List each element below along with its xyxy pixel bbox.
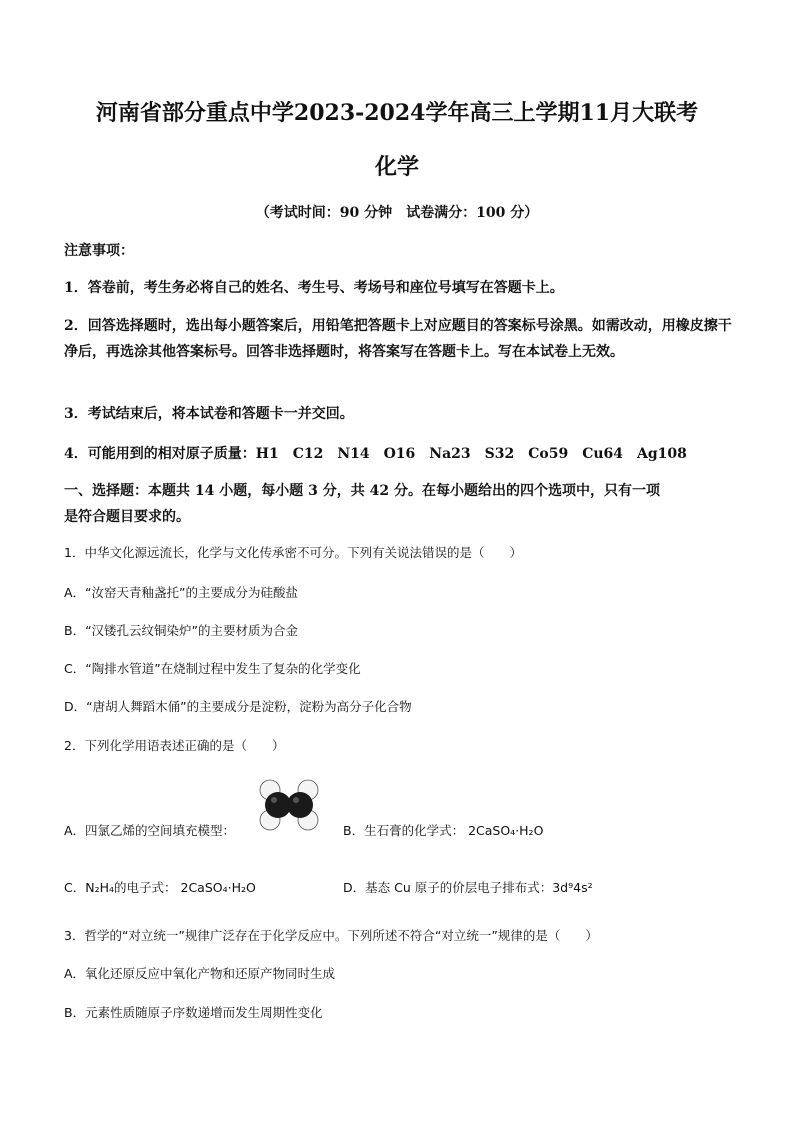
question-2-option-c (64, 878, 256, 896)
question-2-option-a: A．四氯乙烯的空间填充模型： (64, 823, 236, 838)
section-heading-line2: 是符合题目要求的。 (64, 509, 190, 525)
note-item-4: 4．可能用到的相对原子质量：H1 C12 N14 O16 Na23 S32 Co59 Cu64 Ag108 (64, 446, 687, 462)
question-1-option-a: A．“汝窑天青釉盏托”的主要成分为硅酸盐 (64, 585, 299, 600)
option-c-label: C．N₂H₄的电子式： (64, 880, 177, 895)
question-1-option-b: B．“汉镂孔云纹铜染炉”的主要材质为合金 (64, 623, 299, 638)
note-item-2: 2．回答选择题时，选出每小题答案后，用铅笔把答题卡上对应题目的答案标号涂黑。如需改动，用橡皮擦干净后，再选涂其他答案标号。回答非选择题时，将答案写在答题卡上。写在本试卷上无效。 (64, 318, 732, 360)
exam-info: （考试时间：90 分钟 试卷满分：100 分） (255, 205, 539, 221)
question-2-stem: 2．下列化学用语表述正确的是（ ） (64, 738, 285, 753)
section-heading-line1: 一、选择题：本题共 14 小题，每小题 3 分，共 42 分。在每小题给出的四个选项中，只有一项 (64, 483, 660, 499)
question-3-stem: 3．哲学的“对立统一”规律广泛存在于化学反应中。下列所述不符合“对立统一”规律的是（ ） (64, 928, 598, 943)
question-1-option-c: C．“陶排水管道”在烧制过程中发生了复杂的化学变化 (64, 661, 361, 676)
question-1-option-d: D．“唐胡人舞蹈木俑”的主要成分是淀粉，淀粉为高分子化合物 (64, 699, 412, 714)
note-item-3: 3．考试结束后，将本试卷和答题卡一并交回。 (64, 406, 354, 422)
subject-title: 化学 (374, 154, 419, 180)
question-2-option-d: D．基态 Cu 原子的价层电子排布式：3d⁹4s² (343, 880, 593, 895)
option-b-label: B．生石膏的化学式： (343, 823, 465, 838)
option-b-formula: 2CaSO₄·H₂O (468, 823, 544, 838)
tetrachloroethylene-model-icon (256, 778, 322, 832)
notes-heading: 注意事项： (64, 243, 134, 259)
question-2-option-b (343, 821, 543, 839)
exam-title: 河南省部分重点中学2023-2024学年高三上学期11月大联考 (95, 100, 699, 126)
question-3-option-a: A．氧化还原反应中氧化产物和还原产物同时生成 (64, 966, 336, 981)
question-3-option-b: B．元素性质随原子序数递增而发生周期性变化 (64, 1005, 323, 1020)
option-c-formula: 2CaSO₄·H₂O (180, 880, 256, 895)
question-1-stem: 1．中华文化源远流长，化学与文化传承密不可分。下列有关说法错误的是（ ） (64, 545, 522, 560)
note-item-1: 1．答卷前，考生务必将自己的姓名、考生号、考场号和座位号填写在答题卡上。 (64, 280, 564, 296)
